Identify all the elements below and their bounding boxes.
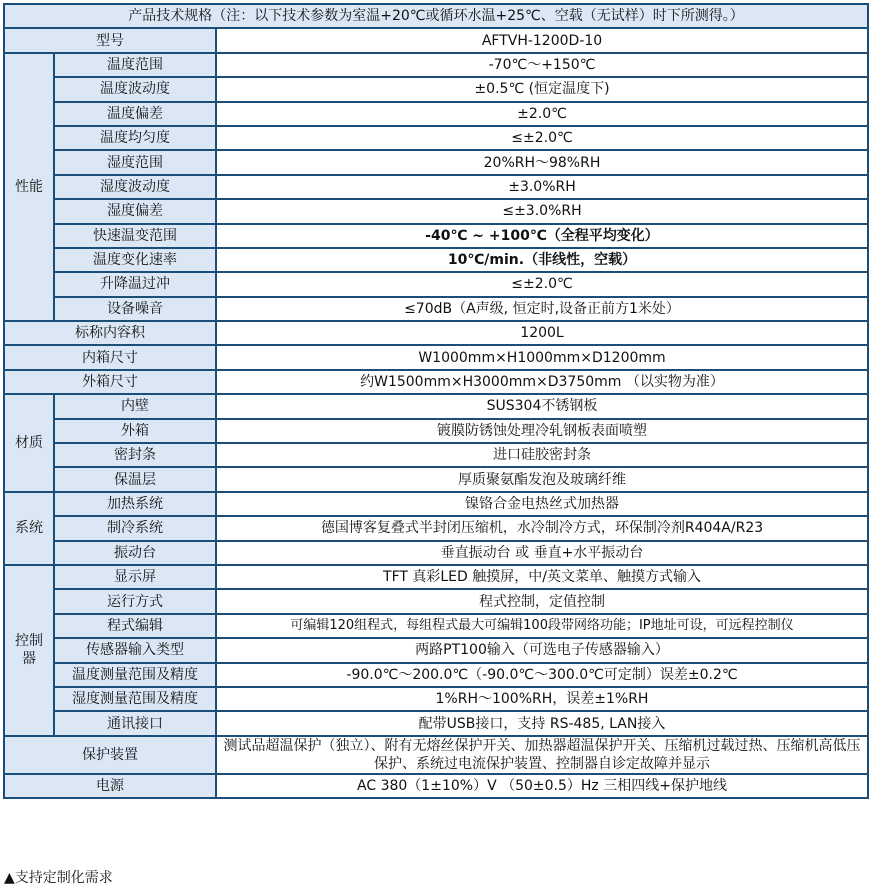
table-row — [4, 272, 868, 296]
row-label: 湿度范围 — [54, 150, 216, 174]
row-value: AFTVH-1200D-10 — [216, 28, 868, 52]
group-label-controller: 控制器 — [4, 565, 54, 736]
row-label: 内箱尺寸 — [4, 345, 216, 369]
row-value: -90.0℃～200.0℃（-90.0℃～300.0℃可定制）误差±0.2℃ — [216, 663, 868, 687]
table-row — [4, 638, 868, 662]
row-label: 设备噪音 — [54, 297, 216, 321]
row-label: 电源 — [4, 774, 216, 798]
row-label: 湿度测量范围及精度 — [54, 687, 216, 711]
table-row — [4, 467, 868, 491]
table-row — [4, 102, 868, 126]
row-value: 可编辑120组程式，每组程式最大可编辑100段带网络功能；IP地址可设，可远程控制仪 — [216, 614, 868, 638]
row-label: 标称内容积 — [4, 321, 216, 345]
group-label-performance: 性能 — [4, 53, 54, 321]
row-label: 快速温变范围 — [54, 224, 216, 248]
row-value: 约W1500mm×H3000mm×D3750mm （以实物为准） — [216, 370, 868, 394]
table-row — [4, 516, 868, 540]
table-row — [4, 687, 868, 711]
row-value: TFT 真彩LED 触摸屏，中/英文菜单、触摸方式输入 — [216, 565, 868, 589]
row-value: AC 380（1±10%）V （50±0.5）Hz 三相四线+保护地线 — [216, 774, 868, 798]
row-value: ±2.0℃ — [216, 102, 868, 126]
row-value: ≤±3.0%RH — [216, 199, 868, 223]
table-row — [4, 614, 868, 638]
row-label: 通讯接口 — [54, 711, 216, 735]
table-row — [4, 53, 868, 77]
table-row — [4, 175, 868, 199]
row-label: 湿度偏差 — [54, 199, 216, 223]
table-row — [4, 541, 868, 565]
table-row — [4, 150, 868, 174]
row-label: 加热系统 — [54, 492, 216, 516]
table-row — [4, 224, 868, 248]
spec-table — [3, 3, 869, 799]
table-row — [4, 663, 868, 687]
row-label: 温度均匀度 — [54, 126, 216, 150]
table-row — [4, 28, 868, 52]
row-value: ≤±2.0℃ — [216, 272, 868, 296]
row-value: ±3.0%RH — [216, 175, 868, 199]
row-value: -40℃ ~ +100℃（全程平均变化） — [216, 224, 868, 248]
table-row — [4, 394, 868, 418]
row-label: 温度偏差 — [54, 102, 216, 126]
row-label: 温度范围 — [54, 53, 216, 77]
row-value: 两路PT100输入（可选电子传感器输入） — [216, 638, 868, 662]
row-label: 温度波动度 — [54, 77, 216, 101]
row-value: W1000mm×H1000mm×D1200mm — [216, 345, 868, 369]
group-label-system: 系统 — [4, 492, 54, 565]
table-row — [4, 248, 868, 272]
row-label: 保护装置 — [4, 736, 216, 774]
table-row — [4, 345, 868, 369]
table-row — [4, 565, 868, 589]
row-value: 测试品超温保护（独立）、附有无熔丝保护开关、加热器超温保护开关、压缩机过载过热、压缩机高低压保护、系统过电流保护装置、控制器自诊定故障并显示 — [216, 736, 868, 774]
row-label: 制冷系统 — [54, 516, 216, 540]
row-label: 传感器输入类型 — [54, 638, 216, 662]
row-value: 镍铬合金电热丝式加热器 — [216, 492, 868, 516]
row-value: 垂直振动台 或 垂直+水平振动台 — [216, 541, 868, 565]
row-label: 外箱 — [54, 419, 216, 443]
row-value: SUS304不锈钢板 — [216, 394, 868, 418]
row-label: 外箱尺寸 — [4, 370, 216, 394]
row-label: 温度测量范围及精度 — [54, 663, 216, 687]
table-row — [4, 297, 868, 321]
table-row — [4, 419, 868, 443]
table-title: 产品技术规格（注：以下技术参数为室温+20℃或循环水温+25℃、空载（无试样）时下所测得。） — [4, 4, 868, 28]
row-value: 程式控制，定值控制 — [216, 589, 868, 613]
row-label: 保温层 — [54, 467, 216, 491]
table-row — [4, 199, 868, 223]
table-row — [4, 443, 868, 467]
row-value: ±0.5℃ (恒定温度下) — [216, 77, 868, 101]
row-label: 内壁 — [54, 394, 216, 418]
table-row — [4, 589, 868, 613]
table-row — [4, 77, 868, 101]
row-label: 型号 — [4, 28, 216, 52]
table-row — [4, 370, 868, 394]
row-label: 显示屏 — [54, 565, 216, 589]
table-row — [4, 321, 868, 345]
row-value: 进口硅胶密封条 — [216, 443, 868, 467]
row-label: 密封条 — [54, 443, 216, 467]
table-row — [4, 711, 868, 735]
row-value: ≤±2.0℃ — [216, 126, 868, 150]
row-label: 升降温过冲 — [54, 272, 216, 296]
row-value: 配带USB接口，支持 RS-485, LAN接入 — [216, 711, 868, 735]
row-label: 温度变化速率 — [54, 248, 216, 272]
footnote: ▲支持定制化需求 — [4, 870, 113, 886]
row-value: 20%RH～98%RH — [216, 150, 868, 174]
row-label: 湿度波动度 — [54, 175, 216, 199]
table-row — [4, 736, 868, 774]
group-label-material: 材质 — [4, 394, 54, 492]
row-value: 1%RH～100%RH，误差±1%RH — [216, 687, 868, 711]
row-value: 镀膜防锈蚀处理冷轧钢板表面喷塑 — [216, 419, 868, 443]
row-label: 振动台 — [54, 541, 216, 565]
row-value: 德国博客复叠式半封闭压缩机，水冷制冷方式，环保制冷剂R404A/R23 — [216, 516, 868, 540]
table-row — [4, 774, 868, 798]
row-value: 厚质聚氨酯发泡及玻璃纤维 — [216, 467, 868, 491]
row-value: 1200L — [216, 321, 868, 345]
row-label: 运行方式 — [54, 589, 216, 613]
row-value: -70℃～+150℃ — [216, 53, 868, 77]
table-row — [4, 492, 868, 516]
table-title-row — [4, 4, 868, 28]
row-value: ≤70dB（A声级, 恒定时,设备正前方1米处） — [216, 297, 868, 321]
row-label: 程式编辑 — [54, 614, 216, 638]
table-row — [4, 126, 868, 150]
row-value: 10℃/min.（非线性，空载） — [216, 248, 868, 272]
